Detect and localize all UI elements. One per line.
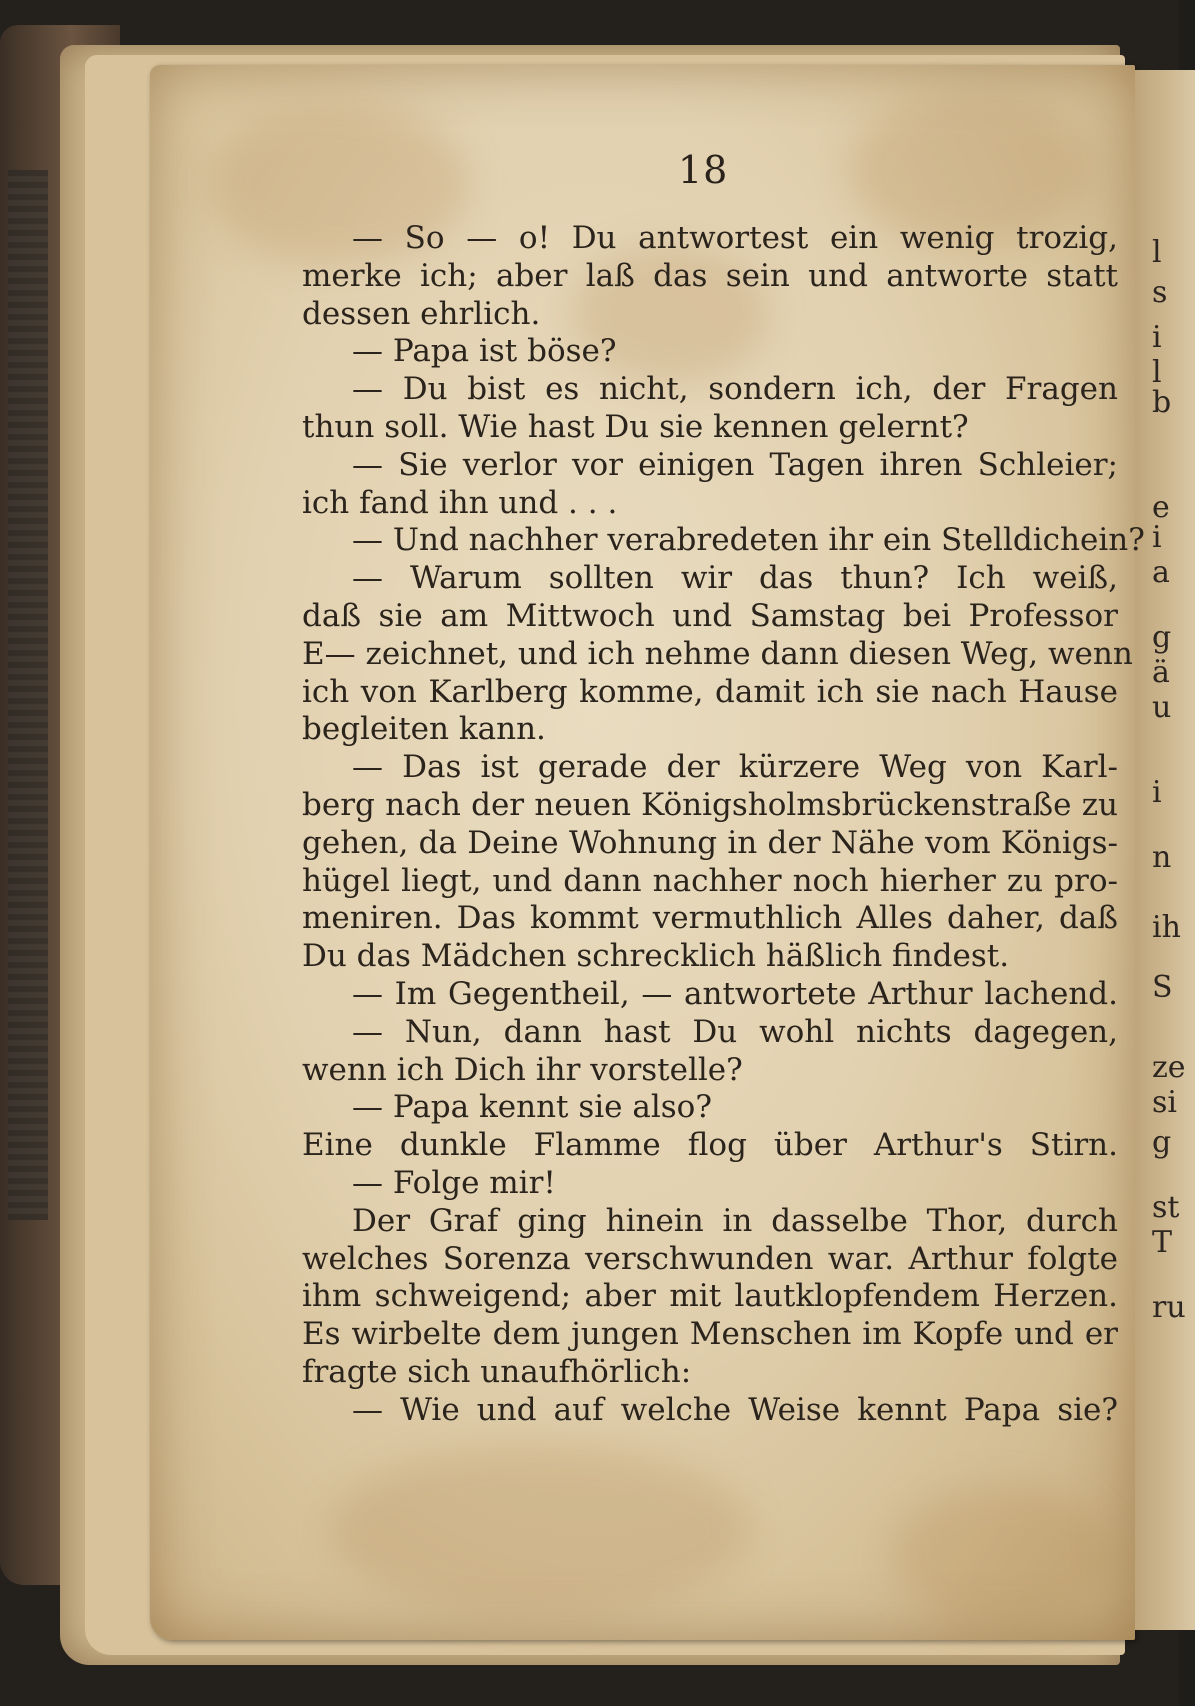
next-page-fragment: S [1152, 970, 1173, 1005]
text-line: hügel liegt, und dann nachher noch hierher zu pro- [302, 862, 1118, 899]
next-page-fragment: u [1152, 690, 1172, 725]
page-number: 18 [678, 148, 729, 192]
next-page-fragment: i [1152, 520, 1162, 555]
text-line: — Und nachher verabredeten ihr ein Stelldichein? [352, 522, 1145, 559]
text-line: dessen ehrlich. [302, 295, 541, 332]
next-page-fragment: i [1152, 320, 1162, 355]
next-page-fragment: g [1152, 1125, 1172, 1160]
text-line: — Du bist es nicht, sondern ich, der Fragen [352, 371, 1118, 408]
text-line: — Das ist gerade der kürzere Weg von Karl- [352, 749, 1118, 786]
next-page-fragment: si [1152, 1085, 1177, 1120]
text-line: gehen, da Deine Wohnung in der Nähe vom Königs- [302, 824, 1118, 861]
text-line: wenn ich Dich ihr vorstelle? [302, 1051, 743, 1088]
next-page-fragment: ze [1152, 1050, 1186, 1085]
text-line: Du das Mädchen schrecklich häßlich findest. [302, 938, 1010, 975]
next-page-fragment: l [1152, 235, 1162, 270]
next-page-fragment: a [1152, 555, 1170, 590]
text-line: begleiten kann. [302, 711, 546, 748]
text-line: — Im Gegentheil, — antwortete Arthur lachend. [352, 975, 1118, 1012]
text-line: Es wirbelte dem jungen Menschen im Kopfe und er [302, 1316, 1118, 1353]
text-line: — Papa ist böse? [352, 333, 617, 370]
text-line: — Folge mir! [352, 1164, 556, 1201]
text-line: thun soll. Wie hast Du sie kennen gelernt? [302, 408, 969, 445]
text-line: — Papa kennt sie also? [352, 1089, 712, 1126]
paper-stain [890, 1485, 1110, 1625]
book-spine-strip [8, 170, 48, 1220]
next-page-fragment: i [1152, 775, 1162, 810]
text-line: — Warum sollten wir das thun? Ich weiß, [352, 560, 1118, 597]
next-page-fragment: T [1152, 1225, 1173, 1260]
page-text-block [302, 220, 1145, 1430]
text-line: fragte sich unaufhörlich: [302, 1353, 692, 1390]
next-page-fragment: ä [1152, 655, 1170, 690]
next-page-fragment: e [1152, 490, 1170, 525]
text-line: ich von Karlberg komme, damit ich sie nach Hause [302, 673, 1118, 710]
next-page-fragment: g [1152, 620, 1172, 655]
text-line: daß sie am Mittwoch und Samstag bei Professor [302, 597, 1118, 634]
text-line: E— zeichnet, und ich nehme dann diesen Weg, wenn [302, 635, 1133, 672]
next-page-fragment: ih [1152, 910, 1181, 945]
text-line: — Sie verlor vor einigen Tagen ihren Schleier; [352, 446, 1118, 483]
text-line: ich fand ihn und . . . [302, 484, 618, 521]
text-line: — So — o! Du antwortest ein wenig trozig, [352, 220, 1118, 256]
next-page-fragment: ru [1152, 1290, 1186, 1325]
text-line: Eine dunkle Flamme flog über Arthur's Stirn. [302, 1127, 1118, 1164]
paper-stain [330, 1445, 750, 1615]
text-line: meniren. Das kommt vermuthlich Alles daher, daß [302, 900, 1118, 937]
text-line: welches Sorenza verschwunden war. Arthur folgte [302, 1240, 1118, 1277]
text-line: ihm schweigend; aber mit lautklopfendem Herzen. [302, 1278, 1118, 1315]
next-page-fragment: n [1152, 840, 1172, 875]
text-line: merke ich; aber laß das sein und antworte statt [302, 257, 1118, 294]
text-line: berg nach der neuen Königsholmsbrückenstraße zu [302, 786, 1118, 823]
next-page-fragment: b [1152, 385, 1172, 420]
next-page-fragment: st [1152, 1190, 1180, 1225]
text-line: — Nun, dann hast Du wohl nichts dagegen, [352, 1013, 1118, 1050]
text-line: Der Graf ging hinein in dasselbe Thor, durch [352, 1202, 1118, 1239]
next-page-fragment: l [1152, 355, 1162, 390]
next-page-fragment: s [1152, 275, 1168, 310]
text-line: — Wie und auf welche Weise kennt Papa sie? [352, 1391, 1118, 1428]
